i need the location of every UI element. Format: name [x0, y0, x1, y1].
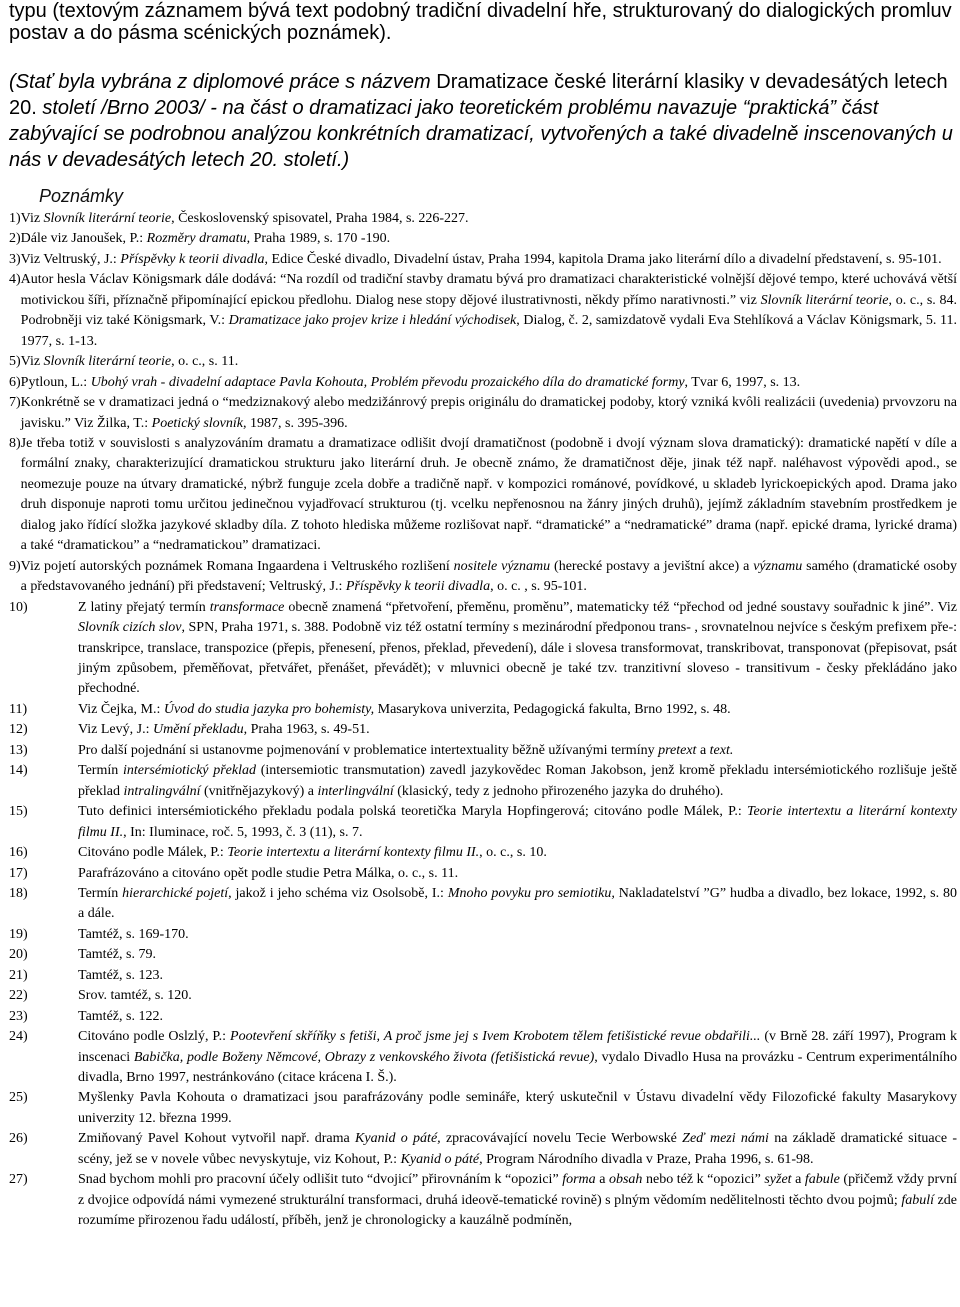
- note-text: Citováno podle Málek, P.: Teorie intertextu a literární kontexty filmu II., o. c., s. 10.: [78, 845, 547, 861]
- note-number: 12): [9, 722, 28, 738]
- note-number: 2): [9, 231, 21, 247]
- note-item: [9, 1088, 957, 1129]
- note-number: 26): [9, 1131, 28, 1147]
- thesis-title: Dramatizace české literární klasiky v devadesátých letech 20.: [9, 71, 948, 119]
- note-text: Z latiny přejatý termín transformace obecně znamená “přetvoření, přeměnu, proměnu”, matematicky též “přechod od jedné soustavy souřadnic k jiné”. Viz Slovník cizích slov, SPN, Praha 1971, s. 388. Podobně viz též ostatní termíny s mezinárodní předponou trans- , srovnatelnou nejvíce s českým prefixem pře-: transkripce, translace, transpozice (přepis, přenesení, přenos, překlad, převedení), dále i slovesa transformovat, transkribovat, transponovat (přepisovat, psát jiným způsobem, přeměňovat, přetvářet, přenášet, převádět); v mluvnici obecně je také tzv. tranzitivní sloveso - transitivum - česky překládáno jako přechodné.: [78, 599, 957, 697]
- note-text: Citováno podle Oslzlý, P.: Pootevření skříňky s fetiši, A proč jsme jej s Ivem Krobotem tělem fetišistické revue obdařili... (v Brně 28. září 1997), Program k inscenaci Babička, podle Boženy Němcové, Obrazy z venkovského života (fetišistická revue), vydalo Divadlo Husa na provázku - Centrum experimentálního divadla, Brno 1997, nestránkováno (citace krácena I. Š.).: [78, 1029, 957, 1086]
- note-text: Snad bychom mohli pro pracovní účely odlišit tuto “dvojicí” přirovnáním k “opozici” forma a obsah nebo též k “opozici” syžet a fabule (přičemž vždy první z dvojice odpovídá námi vymezené strukturální transformaci, druhá ideově-tematické rovině) s plným vědomím nedělitelnosti těchto dvou pojmů; fabulí zde rozumíme přirozenou řadu událostí, příběh, jenž je chronologicky a kauzálně podmíněn,: [78, 1172, 958, 1229]
- note-text: Viz Slovník literární teorie, Československý spisovatel, Praha 1984, s. 226-227.: [20, 211, 469, 226]
- note-item: [9, 720, 957, 740]
- note-number: 3): [9, 251, 21, 267]
- note-text: Dále viz Janoušek, P.: Rozměry dramatu, Praha 1989, s. 170 -190.: [20, 231, 391, 247]
- note-text: Parafrázováno a citováno opět podle studie Petra Málka, o. c., s. 11.: [78, 865, 459, 881]
- note-number: 14): [9, 763, 28, 779]
- note-number: 16): [9, 845, 28, 861]
- note-number: 18): [9, 885, 28, 901]
- note-item: [9, 352, 957, 372]
- note-number: 7): [9, 395, 21, 411]
- note-text: Viz Slovník literární teorie, o. c., s. 11.: [20, 354, 239, 370]
- note-number: 22): [9, 988, 28, 1004]
- note-number: 15): [9, 804, 28, 820]
- note-item: [9, 843, 957, 863]
- note-number: 1): [9, 211, 21, 226]
- note-item: [9, 434, 957, 557]
- intro-paragraph-tail: typu (textovým záznamem bývá text podobný tradiční divadelní hře, strukturovaný do dialogických promluv postav a do pásma scénických poznámek).: [9, 0, 952, 44]
- note-number: 10): [9, 599, 28, 615]
- note-text: Myšlenky Pavla Kohouta o dramatizaci jsou parafrázovány podle semináře, který uskutečnil v Ústavu divadelní vědy Filozofické fakulty Masarykovy univerzity 12. března 1999.: [78, 1090, 957, 1126]
- note-text: Srov. tamtéž, s. 120.: [78, 988, 192, 1004]
- note-number: 13): [9, 742, 28, 758]
- note-item: [9, 250, 957, 270]
- note-item: [9, 373, 957, 393]
- note-item: [9, 945, 957, 965]
- notes-list: [9, 209, 957, 1232]
- note-text: Viz Veltruský, J.: Příspěvky k teorii divadla, Edice České divadlo, Divadelní ústav, Praha 1994, kapitola Drama jako literární dílo a divadelní představení, s. 95-101.: [20, 251, 942, 267]
- note-number: 19): [9, 926, 28, 942]
- note-text: Autor hesla Václav Königsmark dále dodává: “Na rozdíl od tradiční stavby dramatu bývá pro dramatizaci charakteristické volnější dějové tempo, které uchovává větší motivickou šíři, příznačně připomínající epickou předlohu. Dialog nese stopy dějové ilustrativnosti, někdy přímo narativnosti.” viz Slovník literární teorie, o. c., s. 84. Podrobněji viz také Königsmark, V.: Dramatizace jako projev krize i hledání východisek, Dialog, č. 2, samizdatově vydali Eva Stehlíková a Václav Königsmark, 5. 11. 1977, s. 1-13.: [20, 272, 958, 349]
- note-item: [9, 1027, 957, 1088]
- note-number: 4): [9, 272, 21, 288]
- note-item: [9, 393, 957, 434]
- note-item: [9, 209, 957, 229]
- note-text: Konkrétně se v dramatizaci jedná o “medziznakový alebo medzižánrový prepis originálu do dramatickej podoby, ktorý vzniká kvôli realizácii (uvedenia) prvovzoru na javisku.” Viz Žilka, T.: Poetický slovník, 1987, s. 395-396.: [20, 395, 957, 431]
- note-item: [9, 1007, 957, 1027]
- note-text: Viz Čejka, M.: Úvod do studia jazyka pro bohemisty, Masarykova univerzita, Pedagogická fakulta, Brno 1992, s. 48.: [78, 701, 731, 717]
- note-item: [9, 761, 957, 802]
- note-number: 21): [9, 967, 28, 983]
- note-number: 24): [9, 1029, 28, 1045]
- note-item: [9, 700, 957, 720]
- note-item: [9, 925, 957, 945]
- note-text: Tamtéž, s. 122.: [78, 1008, 163, 1024]
- note-number: 27): [9, 1172, 28, 1188]
- note-text: Tuto definici intersémiotického překladu podala polská teoretička Maryla Hopfingerová; citováno podle Málek, P.: Teorie intertextu a literární kontexty filmu II., In: Iluminace, roč. 5, 1993, č. 3 (11), s. 7.: [78, 804, 957, 840]
- note-item: [9, 1129, 957, 1170]
- notes-heading: Poznámky: [39, 186, 124, 206]
- note-text: Tamtéž, s. 79.: [78, 947, 156, 963]
- note-number: 8): [9, 435, 21, 451]
- note-text: Pro další pojednání si ustanovme pojmenování v problematice intertextuality běžně užívanými termíny pretext a text.: [78, 742, 734, 758]
- note-number: 6): [9, 374, 21, 390]
- note-text: Viz pojetí autorských poznámek Romana Ingaardena i Veltruského rozlišení nositele významu (herecké postavy a jevištní akce) a významu samého (dramatické osoby a představovaného jednání) při představení; Veltruský, J.: Příspěvky k teorii divadla, o. c. , s. 95-101.: [20, 558, 958, 595]
- note-number: 25): [9, 1090, 28, 1106]
- note-item: [9, 802, 957, 843]
- note-item: [9, 986, 957, 1006]
- note-text: Je třeba totiž v souvislosti s analyzováním dramatu a dramatizace odlišit dvojí dramatičnost (podobně i dvojí význam slova dramatický): dramatické napětí v díle a formální znaky, charakterizující dramatickou strukturu jako literární druh. Je obecně známo, že dramatičnost děje, jinak též např. naléhavost výpovědi apod., se neomezuje pouze na útvary dramatické, nýbrž funguje zcela dobře a tradičně např. v kompozici románové, povídkové, u skladeb lyrickoepických apod. Drama jako druh disponuje naproti tomu určitou jedinečnou vyjadřovací strukturou (tj. vcelku nepřenosnou na žánry jiných druhů), jejímž základním stavebním prostředkem je dialog jako řídící složka jazykové skladby díla. Z tohoto hlediska můžeme rozlišovat např. “dramatické” a “nedramatické” drama (např. epické drama, lyrické drama) a také “dramatickou” a “nedramatickou” dramatizaci.: [20, 435, 957, 554]
- note-item: [9, 270, 957, 352]
- note-text: Pytloun, L.: Ubohý vrah - divadelní adaptace Pavla Kohouta, Problém převodu prozaického díla do dramatické formy, Tvar 6, 1997, s. 13.: [20, 374, 801, 390]
- note-text: Tamtéž, s. 169-170.: [78, 926, 189, 942]
- note-item: [9, 884, 957, 925]
- note-number: 5): [9, 354, 21, 370]
- note-text: Zmiňovaný Pavel Kohout vytvořil např. drama Kyanid o páté, zpracovávající novelu Tecie Werbowské Zeď mezi námi na základě dramatické situace - scény, jež se v novele vůbec nevyskytuje, viz Kohout, P.: Kyanid o páté, Program Národního divadla v Praze, Praha 1996, s. 61-98.: [78, 1131, 958, 1167]
- thesis-note-paragraph: [9, 69, 957, 173]
- note-item: [9, 557, 957, 598]
- note-item: [9, 598, 957, 700]
- note-number: 9): [9, 558, 21, 574]
- note-item: [9, 229, 957, 249]
- note-text: Termín intersémiotický překlad (intersemiotic transmutation) zavedl jazykovědec Roman Jakobson, jenž kromě překladu intersémiotického rozlišuje ještě překlad intralingvální (vnitřnějazykový) a interlingvální (klasický, tedy z jednoho přirozeného jazyka do druhého).: [78, 763, 957, 799]
- thesis-note-text: (Stať byla vybrána z diplomové práce s názvem: [9, 71, 437, 93]
- note-text: Viz Levý, J.: Umění překladu, Praha 1963, s. 49-51.: [78, 722, 370, 738]
- note-item: [9, 741, 957, 761]
- note-item: [9, 1170, 957, 1231]
- note-item: [9, 966, 957, 986]
- note-text: Termín hierarchické pojetí, jakož i jeho schéma viz Osolsobě, I.: Mnoho povyku pro semiotiku, Nakladatelství ”G” hudba a divadlo, bez lokace, 1992, s. 80 a dále.: [78, 885, 958, 922]
- note-number: 17): [9, 865, 28, 881]
- note-number: 11): [9, 701, 28, 717]
- note-text: Tamtéž, s. 123.: [78, 967, 163, 983]
- note-number: 23): [9, 1008, 28, 1024]
- note-number: 20): [9, 947, 28, 963]
- thesis-note-text-continued: století /Brno 2003/ - na část o dramatizaci jako teoretickém problému navazuje “praktická” část zabývající se podrobnou analýzou konkrétních dramatizací, vytvořených a také divadelně inscenovaných u nás v devadesátých letech 20. století.): [9, 97, 953, 171]
- note-item: [9, 864, 957, 884]
